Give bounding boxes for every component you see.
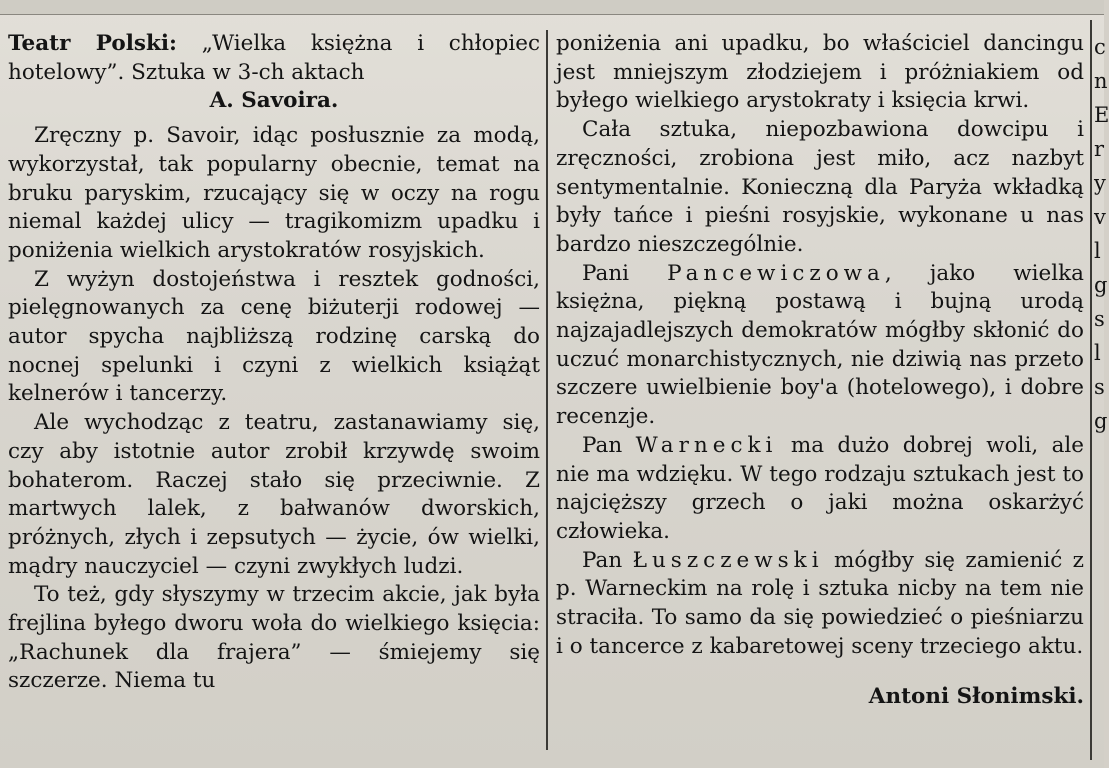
paragraph-6	[556, 260, 1084, 432]
paragraph-8	[556, 547, 1084, 662]
paragraph-2: Z wyżyn dostojeństwa i resztek godności, pielęgnowanych za cenę biżuterji rodowej — autor spycha najbliższą rodzinę carską do nocnej spelunki i czyni z wielkich książąt kelnerów i tancerzy.	[8, 266, 540, 407]
edge-letter: s	[1094, 375, 1105, 399]
heading-title: „Wielka księżna i chłopiec hotelowy”. Sztuka w 3-ch aktach	[8, 31, 541, 85]
p8-rest: mógłby się zamienić z p. Warneckim na rolę i sztuka niсby na tem nie straciła. To samo da się powiedzieć o pieśniarzu i o tancerce z kabaretowej sceny trzeciego aktu.	[556, 547, 1084, 659]
paragraph-1: Zręczny p. Savoir, idąc posłusznie za modą, wykorzystał, tak popularny obecnie, temat na bruku paryskim, rzucający się w oczy na rogu niemal każdej ulicy — tragikomizm upadku i poniżenia wielkich arystokratów rosyjskich.	[8, 123, 540, 263]
paragraph-4: To też, gdy słyszymy w trzecim akcie, jak była frejlina byłego dworu woła do wielkiego księcia: „Rachunek dla frajera” — śmiejemy się szczerze. Niema tu	[8, 582, 540, 694]
p8-lead: Pan	[582, 547, 623, 573]
right-column	[556, 30, 1084, 712]
edge-letter: r	[1094, 137, 1105, 161]
actor-name-luszczewski: Łuszczewski	[632, 547, 824, 573]
article-heading	[8, 30, 540, 116]
edge-letter: E	[1094, 103, 1109, 127]
edge-letter: n	[1094, 69, 1108, 93]
paragraph-continuation: poniżenia ani upadku, bo właściciel dancingu jest mniejszym złodziejem i próżniakiem od byłego wielkiego arystokraty i księcia krwi.	[556, 31, 1084, 114]
edge-letter: c	[1094, 35, 1106, 59]
top-rule	[0, 0, 1104, 15]
edge-letter: y	[1094, 171, 1106, 195]
edge-rule	[1090, 20, 1092, 760]
heading-label: Teatr Polski:	[8, 31, 177, 56]
edge-letter: g	[1094, 409, 1108, 433]
edge-letter: g	[1094, 273, 1108, 297]
actor-name-pancewiczowa: Pancewiczowa	[667, 260, 885, 286]
author-signature: Antoni Słonimski.	[868, 684, 1084, 710]
edge-letter: v	[1094, 205, 1106, 229]
paragraph-5: Cała sztuka, niepozbawiona dowcipu i zręczności, zrobiona jest miło, acz nazbyt sentymentalnie. Konieczną dla Paryża wkładką były tańce i pieśni rosyjskie, wykonane u nas bardzo nieszczególnie.	[556, 117, 1084, 257]
paragraph-3: Ale wychodząc z teatru, zastanawiamy się, czy aby istotnie autor zrobił krzywdę swoim bohaterom. Raczej stało się przeciwnie. Z martwych lalek, z bałwanów dworskich, próżnych, złych i zepsutych — życie, ów wielki, mądry nauczyciel — czyni zwykłych ludzi.	[8, 410, 540, 579]
edge-letter: l	[1094, 239, 1101, 263]
heading-author: A. Savoira.	[209, 88, 339, 114]
p6-lead: Pani	[582, 260, 630, 286]
p7-rest: ma dużo dobrej woli, ale nie ma wdzięku. W tego rodzaju sztukach jest to najcięższy grzech o jaki można oskarżyć człowieka.	[556, 432, 1084, 544]
column-divider	[546, 30, 548, 750]
adjacent-column-fragment	[1094, 30, 1109, 438]
left-column	[8, 30, 540, 696]
edge-letter: s	[1094, 307, 1105, 331]
paragraph-7	[556, 432, 1084, 547]
edge-letter: l	[1094, 341, 1101, 365]
actor-name-warnecki: Warnecki	[635, 432, 778, 458]
p6-rest: , jako wielka księżna, piękną postawą i bujną urodą najzajadlejszych demokratów mógłby skłonić do uczuć monarchistycznych, nie dziwią nas przeto szczere uwielbienie boy'a (hotelowego), i dobre recenzje.	[556, 260, 1084, 430]
p7-lead: Pan	[582, 432, 623, 458]
